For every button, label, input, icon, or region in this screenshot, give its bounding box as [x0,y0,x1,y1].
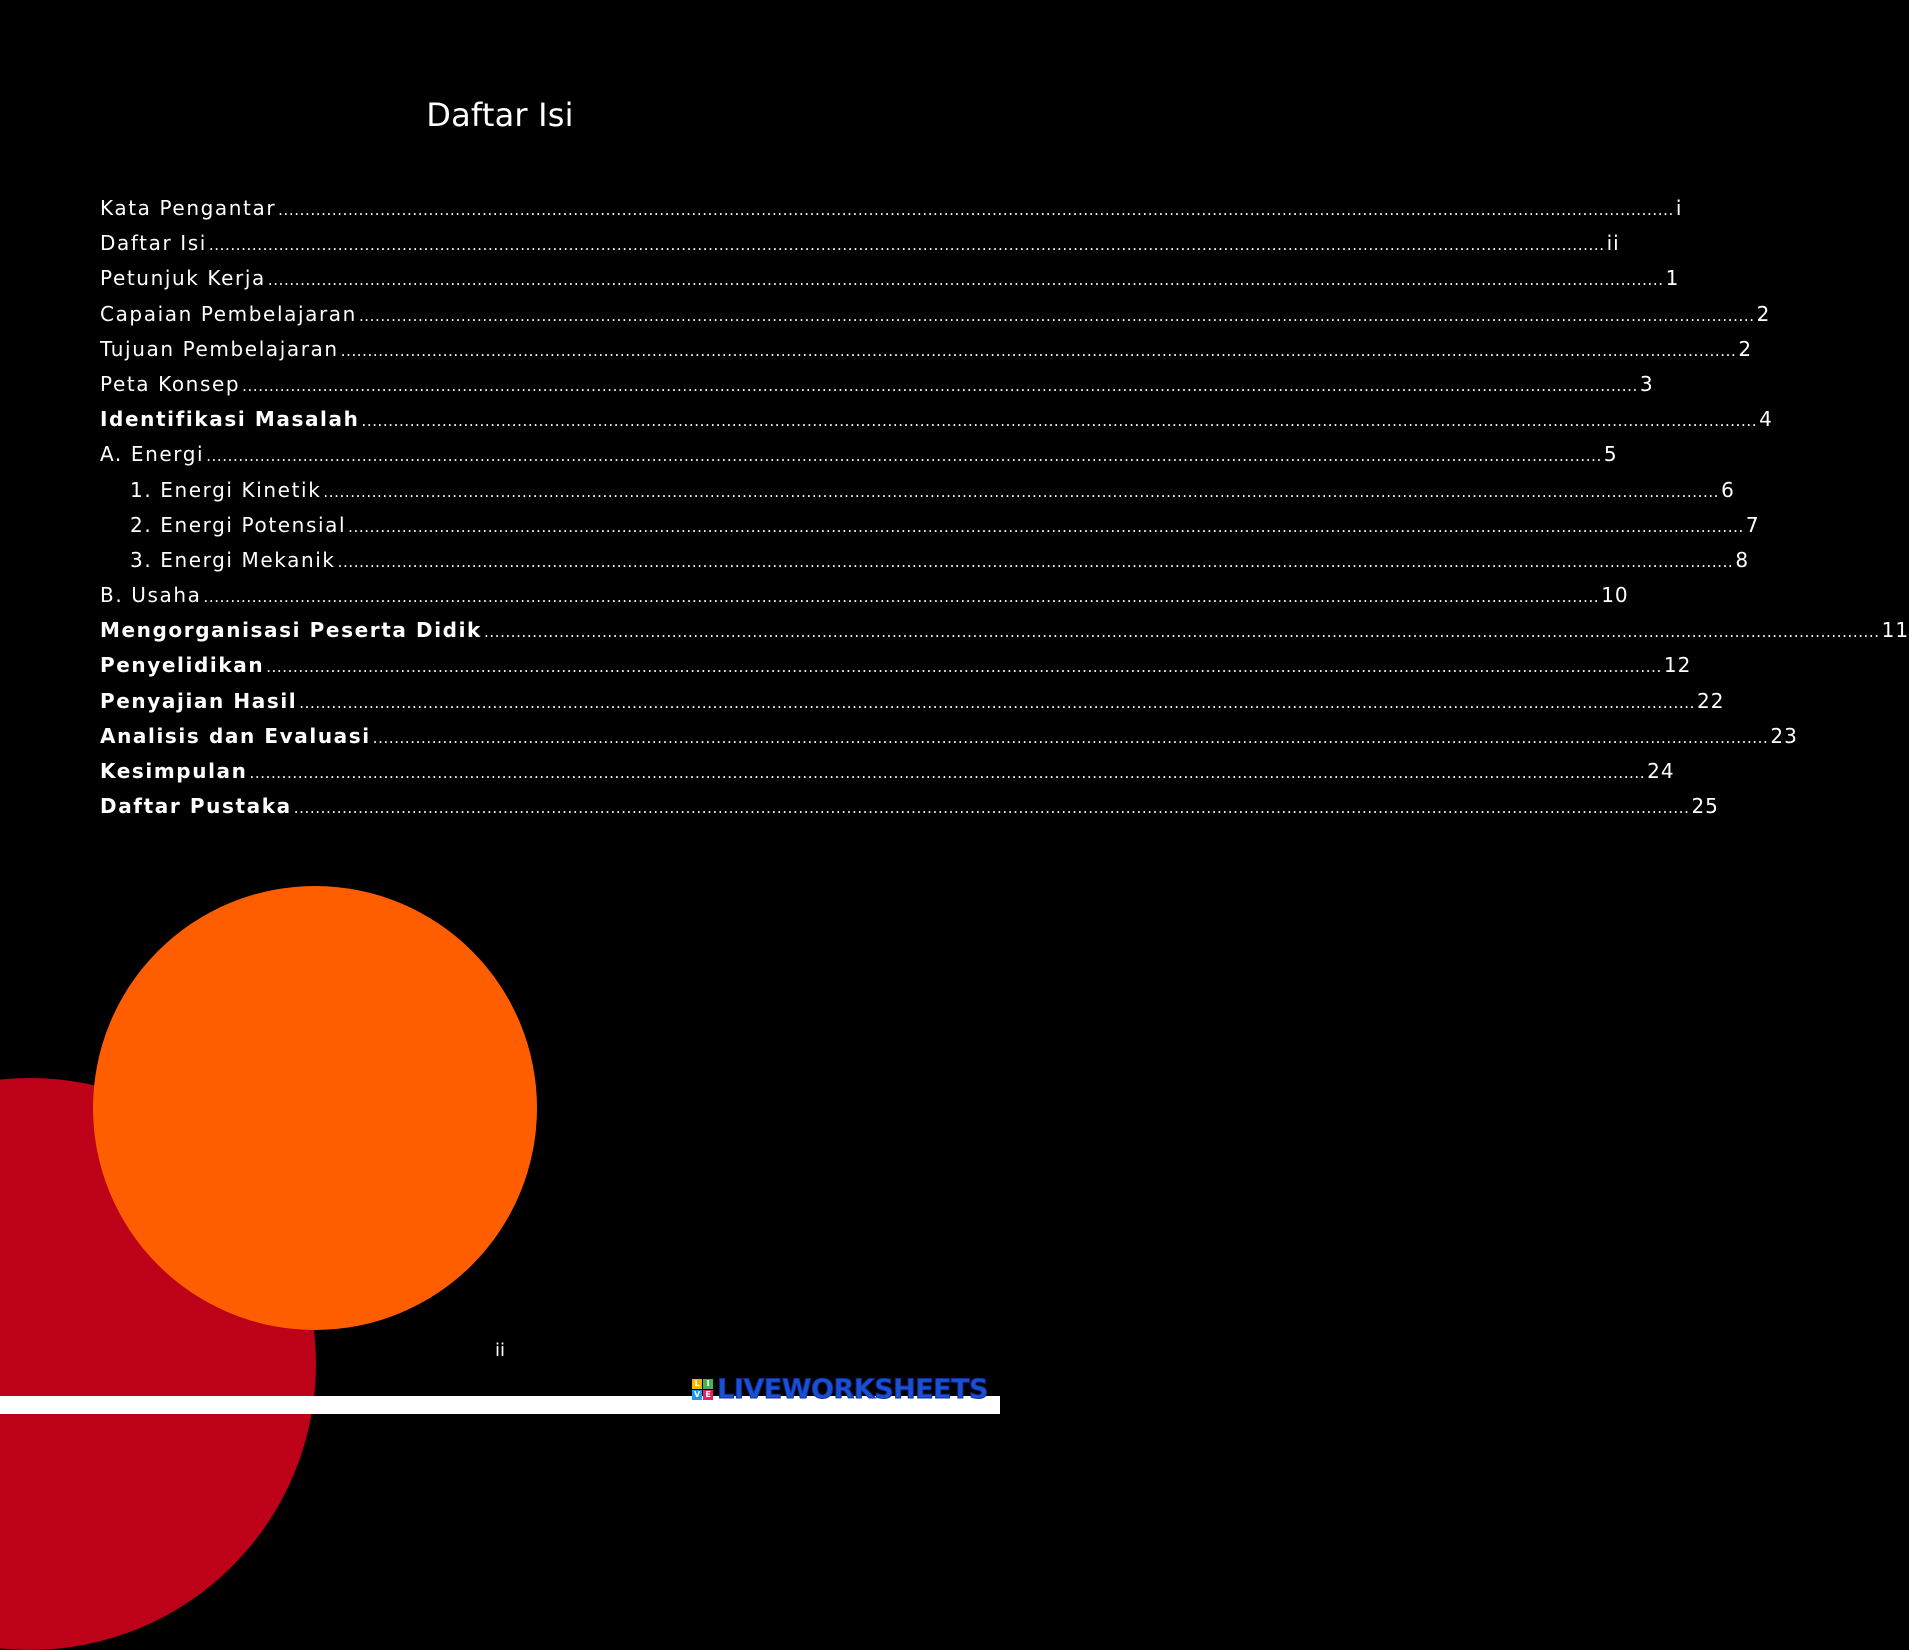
toc-entry-page-number: 22 [1696,688,1725,713]
toc-entry[interactable] [100,477,1735,513]
toc-entry[interactable] [100,266,1680,301]
toc-entry-page-number: ii [1606,231,1620,256]
toc-dot-leader: .................................................................................................................................................................................................................................................................... [242,376,1638,395]
toc-entry-label: Penyelidikan [100,653,265,678]
toc-entry[interactable] [100,301,1771,337]
toc-entry[interactable] [100,794,1719,829]
toc-dot-leader: .................................................................................................................................................................................................................................................................... [206,447,1602,466]
toc-entry-page-number: 11 [1881,618,1909,643]
toc-entry-label: Kesimpulan [100,759,248,783]
toc-entry-label: A. Energi [100,442,205,467]
toc-dot-leader: .................................................................................................................................................................................................................................................................... [348,517,1744,536]
toc-entry-label: Analisis dan Evaluasi [100,723,371,748]
toc-entry-page-number: i [1675,196,1683,220]
toc-entry-label: 3. Energi Mekanik [130,547,336,572]
toc-dot-leader: .................................................................................................................................................................................................................................................................... [483,623,1880,642]
toc-entry[interactable] [100,336,1753,372]
toc-entry[interactable] [100,759,1675,794]
toc-entry-page-number: 3 [1639,371,1654,396]
page-number: ii [494,1340,505,1361]
toc-dot-leader: .................................................................................................................................................................................................................................................................... [208,236,1605,255]
toc-entry-label: Peta Konsep [100,371,241,396]
page-title: Daftar Isi [426,96,574,134]
toc-entry[interactable] [100,547,1750,583]
toc-dot-leader: .................................................................................................................................................................................................................................................................... [293,799,1690,818]
toc-entry-page-number: 2 [1756,301,1771,326]
toc-entry-page-number: 6 [1721,477,1735,502]
toc-entry[interactable] [100,442,1618,477]
toc-entry-page-number: 1 [1665,266,1680,291]
toc-entry-page-number: 25 [1691,794,1719,819]
toc-entry-page-number: 12 [1663,653,1692,678]
toc-dot-leader: .................................................................................................................................................................................................................................................................... [361,412,1758,431]
orange-circle-decoration [93,886,537,1330]
toc-dot-leader: .................................................................................................................................................................................................................................................................... [323,482,1720,501]
toc-entry-label: Petunjuk Kerja [100,266,266,291]
toc-entry-label: Kata Pengantar [100,196,277,220]
toc-entry-page-number: 7 [1745,512,1760,537]
toc-entry-page-number: 8 [1735,547,1750,572]
toc-entry[interactable] [100,371,1654,407]
toc-entry[interactable] [100,231,1620,266]
toc-dot-leader: .................................................................................................................................................................................................................................................................... [372,728,1769,747]
toc-entry[interactable] [100,407,1773,442]
liveworksheets-logo-icon [692,1379,713,1400]
logo-letter-tile: V [694,1389,701,1399]
toc-entry-page-number: 4 [1759,407,1773,432]
toc-entry[interactable] [100,512,1760,548]
toc-entry-label: Tujuan Pembelajaran [100,336,339,361]
toc-dot-leader: .................................................................................................................................................................................................................................................................... [340,341,1737,360]
logo-letter-tile: E [703,1390,713,1400]
toc-entry-page-number: 10 [1601,583,1629,608]
toc-dot-leader: .................................................................................................................................................................................................................................................................... [267,271,1664,290]
toc-entry-label: Daftar Pustaka [100,794,292,819]
toc-dot-leader: .................................................................................................................................................................................................................................................................... [337,552,1734,571]
liveworksheets-brand-text: LIVEWORKSHEETS [717,1373,988,1405]
liveworksheets-watermark [692,1374,988,1404]
toc-entry[interactable] [100,723,1798,759]
toc-entry-label: Daftar Isi [100,231,207,256]
toc-dot-leader: .................................................................................................................................................................................................................................................................... [266,658,1662,677]
logo-letter-tile: L [692,1379,702,1389]
toc-entry[interactable] [100,653,1692,688]
toc-entry[interactable] [100,618,1909,653]
toc-entry-page-number: 2 [1738,336,1753,361]
table-of-contents [100,196,1909,829]
toc-entry-label: Penyajian Hasil [100,688,298,713]
toc-entry[interactable] [100,196,1683,231]
toc-dot-leader: .................................................................................................................................................................................................................................................................... [278,201,1674,219]
toc-entry-label: B. Usaha [100,583,202,608]
toc-entry[interactable] [100,583,1629,618]
toc-entry-label: Capaian Pembelajaran [100,301,357,326]
toc-dot-leader: .................................................................................................................................................................................................................................................................... [299,693,1695,712]
toc-entry-label: 2. Energi Potensial [130,512,347,537]
toc-entry-page-number: 5 [1603,442,1618,467]
toc-entry-label: Mengorganisasi Peserta Didik [100,618,482,643]
toc-dot-leader: .................................................................................................................................................................................................................................................................... [203,588,1600,607]
toc-entry-label: Identifikasi Masalah [100,407,360,432]
logo-letter-tile: I [703,1379,713,1389]
toc-dot-leader: .................................................................................................................................................................................................................................................................... [249,764,1646,782]
toc-dot-leader: .................................................................................................................................................................................................................................................................... [358,306,1755,325]
toc-entry-label: 1. Energi Kinetik [130,477,322,502]
toc-entry-page-number: 24 [1647,759,1675,783]
toc-entry[interactable] [100,688,1725,724]
toc-entry-page-number: 23 [1770,723,1798,748]
